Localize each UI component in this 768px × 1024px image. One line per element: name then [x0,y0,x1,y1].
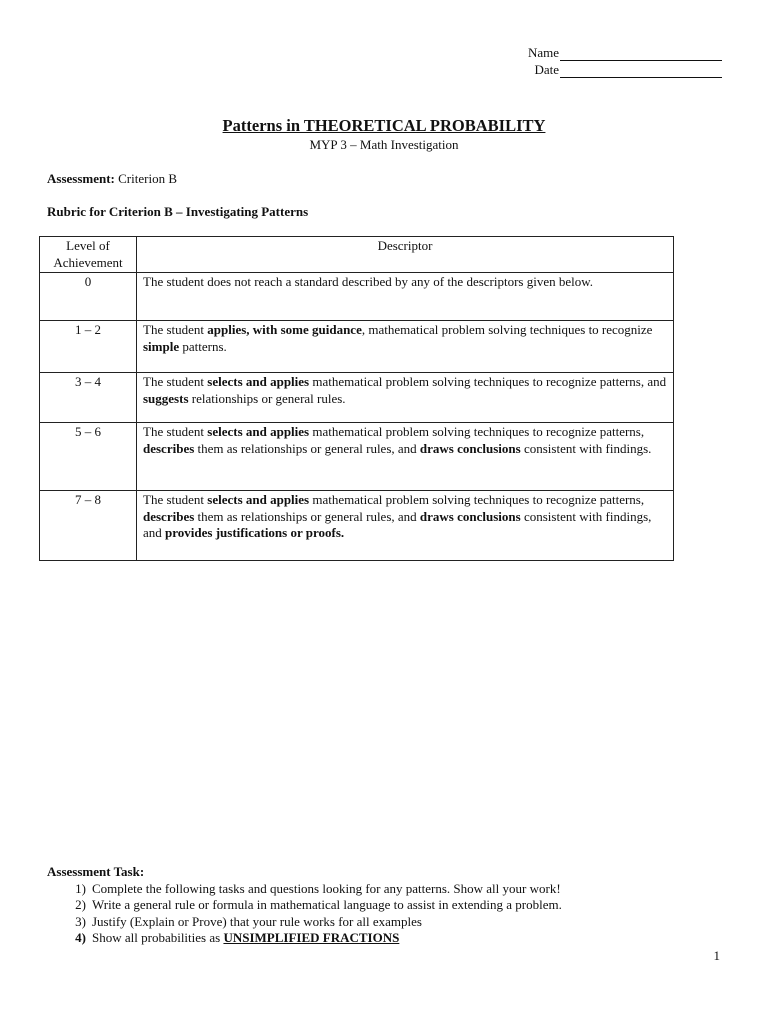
level-cell: 7 – 8 [40,491,137,561]
descriptor-cell [137,373,674,423]
task-item [47,881,562,898]
task-text [92,914,422,931]
document-title: Patterns in THEORETICAL PROBABILITY [222,116,546,135]
task-text-body: Complete the following tasks and questions looking for any patterns. Show all your work! [92,880,561,896]
descriptor-bold-text: selects and applies [207,492,310,507]
descriptor-text: mathematical problem solving techniques to recognize patterns, [309,424,645,439]
task-item [47,897,562,914]
task-number: 2) [75,897,86,913]
descriptor-text: The student [143,424,208,439]
document-subtitle: MYP 3 – Math Investigation [309,137,459,152]
descriptor-text: consistent with findings, and [143,508,652,540]
name-field[interactable] [528,45,722,61]
rubric-row [40,321,674,373]
date-label: Date [534,62,559,77]
descriptor-text: , mathematical problem solving techniques to recognize [361,322,653,337]
rubric-body [40,273,674,561]
descriptor-text: them as relationships or general rules, and [194,508,420,524]
assessment-label: Assessment: [47,171,115,186]
assessment-task [47,864,562,947]
descriptor-text: patterns. [179,338,227,354]
task-number: 4) [75,930,86,946]
descriptor-bold-text: draws conclusions [419,508,521,524]
descriptor-cell [137,273,674,321]
task-item [47,914,562,931]
task-list [47,881,562,947]
task-text-body: Justify (Explain or Prove) that your rule works for all examples [92,913,422,929]
descriptor-text: them as relationships or general rules, and [194,440,420,456]
descriptor-bold-text: describes [143,508,195,524]
assessment-line [47,171,177,187]
assessment-value: Criterion B [118,171,177,186]
task-item [47,930,562,947]
descriptor-bold-text: selects and applies [207,424,310,439]
task-text-body: Show all probabilities as [92,930,224,946]
page-number: 1 [713,948,720,963]
rubric-heading: Rubric for Criterion B – Investigating Patterns [47,204,309,219]
rubric-row [40,423,674,491]
task-emphasis: UNSIMPLIFIED FRACTIONS [223,930,400,946]
descriptor-text: The student [143,492,208,507]
descriptor-text: consistent with findings. [520,440,652,456]
level-cell: 5 – 6 [40,423,137,491]
descriptor-cell [137,321,674,373]
descriptor-text: mathematical problem solving techniques to recognize patterns, [309,492,645,507]
task-text [92,897,562,914]
level-cell: 0 [40,273,137,321]
task-text [92,881,561,898]
task-number: 1) [75,880,86,896]
level-column-header: Level of Achievement [40,237,137,273]
descriptor-text: The student [143,374,208,389]
descriptor-bold-text: suggests [143,390,189,406]
rubric-row [40,373,674,423]
descriptor-text: relationships or general rules. [188,390,346,406]
descriptor-text: The student does not reach a standard described by any of the descriptors given below. [143,274,594,289]
rubric-header-row [40,237,674,273]
descriptor-bold-text: applies, with some guidance [207,322,362,337]
descriptor-bold-text: draws conclusions [419,440,521,456]
descriptor-bold-text: simple [143,338,180,354]
rubric-row [40,491,674,561]
descriptor-column-header: Descriptor [137,237,674,273]
rubric-table [39,236,674,561]
name-blank-line[interactable] [560,48,722,61]
name-label: Name [527,45,559,60]
descriptor-bold-text: selects and applies [207,374,310,389]
task-heading: Assessment Task: [47,864,145,879]
task-number: 3) [75,913,86,929]
level-cell: 3 – 4 [40,373,137,423]
descriptor-bold-text: describes [143,440,195,456]
task-text-body: Write a general rule or formula in mathematical language to assist in extending a problem. [92,897,562,913]
rubric-row [40,273,674,321]
descriptor-cell [137,423,674,491]
descriptor-cell [137,491,674,561]
date-blank-line[interactable] [560,65,722,78]
descriptor-text: The student [143,322,208,337]
date-field[interactable] [534,62,722,78]
task-text [92,930,399,947]
descriptor-bold-text: provides justifications or proofs. [165,525,345,540]
level-cell: 1 – 2 [40,321,137,373]
descriptor-text: mathematical problem solving techniques to recognize patterns, and [309,374,667,389]
